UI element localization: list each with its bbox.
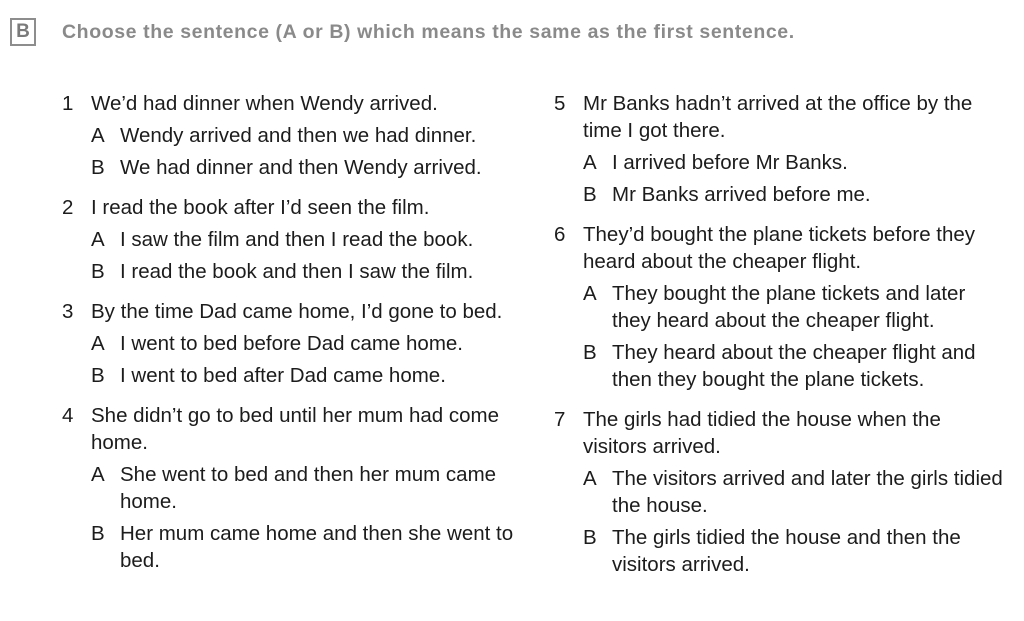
question-5 — [554, 90, 1004, 208]
question-2 — [62, 194, 542, 285]
option-text: I arrived before Mr Banks. — [612, 151, 848, 174]
exercise-instruction: Choose the sentence (A or B) which means the same as the first sentence. — [62, 20, 795, 43]
question-text: Mr Banks hadn’t arrived at the office by the time I got there. — [583, 92, 973, 142]
question-7 — [554, 406, 1004, 578]
option-text: They heard about the cheaper flight and then they bought the plane tickets. — [612, 341, 976, 391]
question-text: We’d had dinner when Wendy arrived. — [91, 92, 438, 115]
option-text: I went to bed after Dad came home. — [120, 364, 446, 387]
option-letter: A — [91, 228, 105, 251]
question-text: She didn’t go to bed until her mum had come home. — [91, 404, 499, 454]
question-1 — [62, 90, 542, 181]
option-b — [583, 524, 1004, 578]
question-4 — [62, 402, 542, 574]
option-a — [91, 330, 542, 357]
option-letter: A — [583, 151, 597, 174]
option-text: I saw the film and then I read the book. — [120, 228, 474, 251]
option-letter: B — [91, 156, 105, 179]
option-letter: A — [91, 124, 105, 147]
option-text: The visitors arrived and later the girls tidied the house. — [612, 467, 1003, 517]
option-a — [91, 226, 542, 253]
option-letter: B — [91, 364, 105, 387]
question-column-right — [554, 90, 1004, 591]
option-a — [91, 461, 542, 515]
question-text: The girls had tidied the house when the visitors arrived. — [583, 408, 941, 458]
question-6 — [554, 221, 1004, 393]
question-text: By the time Dad came home, I’d gone to bed. — [91, 300, 503, 323]
exercise-header — [10, 18, 795, 46]
option-letter: A — [583, 282, 597, 305]
option-text: I read the book and then I saw the film. — [120, 260, 474, 283]
option-b — [91, 258, 542, 285]
option-b — [91, 520, 542, 574]
question-number: 2 — [62, 196, 74, 219]
option-letter: B — [583, 341, 597, 364]
option-letter: B — [583, 526, 597, 549]
option-text: Wendy arrived and then we had dinner. — [120, 124, 477, 147]
option-letter: B — [91, 260, 105, 283]
option-letter: B — [91, 522, 105, 545]
option-text: She went to bed and then her mum came home. — [120, 463, 497, 513]
question-number: 1 — [62, 92, 74, 115]
question-text: I read the book after I’d seen the film. — [91, 196, 430, 219]
option-letter: A — [91, 463, 105, 486]
question-number: 3 — [62, 300, 74, 323]
question-column-left — [62, 90, 542, 587]
option-letter: A — [583, 467, 597, 490]
option-a — [91, 122, 542, 149]
option-a — [583, 280, 1004, 334]
option-text: They bought the plane tickets and later they heard about the cheaper flight. — [612, 282, 966, 332]
option-a — [583, 149, 1004, 176]
option-b — [583, 339, 1004, 393]
question-3 — [62, 298, 542, 389]
question-number: 7 — [554, 408, 566, 431]
option-b — [583, 181, 1004, 208]
option-b — [91, 362, 542, 389]
option-a — [583, 465, 1004, 519]
exercise-badge: B — [10, 18, 36, 46]
option-text: Her mum came home and then she went to bed. — [120, 522, 514, 572]
option-text: I went to bed before Dad came home. — [120, 332, 464, 355]
option-letter: A — [91, 332, 105, 355]
question-number: 6 — [554, 223, 566, 246]
question-number: 5 — [554, 92, 566, 115]
option-text: We had dinner and then Wendy arrived. — [120, 156, 482, 179]
option-b — [91, 154, 542, 181]
option-text: The girls tidied the house and then the visitors arrived. — [612, 526, 961, 576]
question-text: They’d bought the plane tickets before they heard about the cheaper flight. — [583, 223, 976, 273]
option-letter: B — [583, 183, 597, 206]
question-number: 4 — [62, 404, 74, 427]
option-text: Mr Banks arrived before me. — [612, 183, 871, 206]
